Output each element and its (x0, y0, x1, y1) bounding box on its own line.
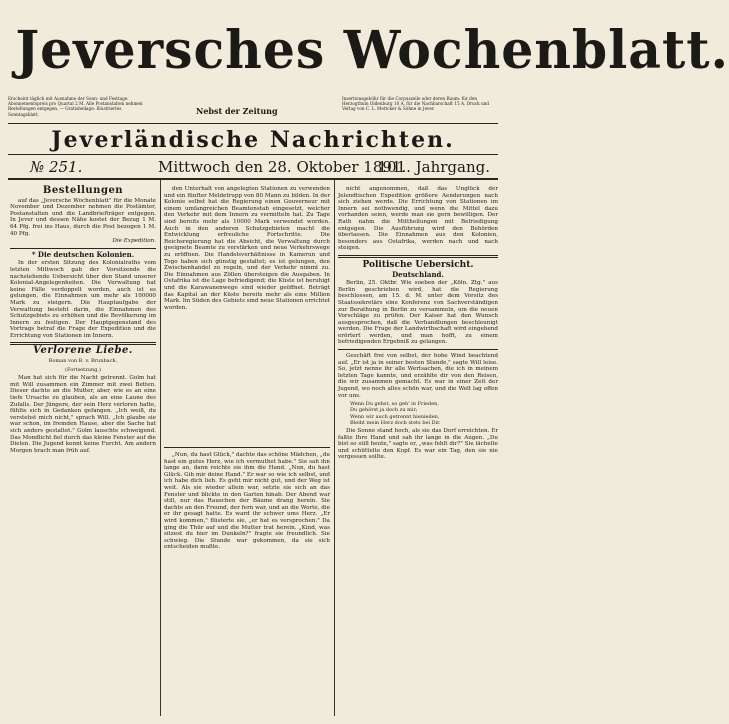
issue-number: № 251. (30, 158, 83, 176)
header-right-notice: Insertionsgebühr für die Corpuszeile oder deren Raum: für den Herzogthum Oldenburg 10 A, für die Nachbarschaft 15 A. Druck und Verlag von C. L. Mettcker & Söhne in Jever. (342, 96, 490, 112)
divider (10, 248, 156, 249)
colonies-heading: * Die deutschen Kolonien. (31, 249, 135, 259)
rule-top (8, 123, 498, 124)
novel-text: Man hat sich für die Nacht getrennt. Golm hat mit Will zusammen ein Zimmer mit zwei Betten. Dieser dachte an die Mutter, aber, wie es an eine tiefe Ursache zu glauben, als an eine Laune des Zufalls. Der Jüngere, der sein Herz verloren hatte, fühlte sich in Gedanken gefangen. „Ich weiß, du verstehst mich nicht," sprach Will. „Ich glaube sie war schon, im fremden Hause, aber die Sache hat sich anders gestaltet." Golm lauschte schweigend. Das Mondlicht fiel durch das kleine Fenster auf die Dielen. Die Jugend kennt keine Furcht. Am andern Morgen brach man früh auf. (10, 375, 156, 454)
politics-heading: Politische Uebersicht. (362, 259, 474, 270)
colonies-text: In der ersten Sitzung des Kolonialraths vom letzten Mittwoch gab der Vorsitzende die nachstehende Uebersicht über den Stand unserer Kolonial-Angelegenheiten. Die Verwaltung hat keine Fälle verdoppelt worden, auch ist es gelungen, die Einnahmen um mehr als 100000 Mark zu steigern. Die Hauptaufgabe der Verwaltung besteht darin, die Einnahmen des Schutzgebiets zu erhöhen und die Bevölkerung im Innern zu festigen. Der Hauptgegenstand des Vortrags betraf die Frage der Expedition und die Errichtung von Stationen im Innern. (10, 260, 156, 339)
divider-double (338, 255, 498, 258)
novel-continuation: (Fortsetzung.) (65, 366, 101, 373)
column-divider-2 (334, 180, 335, 716)
issue-year: 101. Jahrgang. (377, 158, 490, 176)
column-2-top (164, 186, 330, 444)
subscription-box-text: auf das „Jeversche Wochenblatt" für die Monate November und Dezember nehmen die Postämter, Postanstalten und die Landbriefträger entgegen. In Jever und dessen Nähe kostet der Bezug 1 M. 64 Pfg. frei ins Haus, durch die Post bezogen 1 M. 40 Pfg. (10, 197, 156, 237)
column-divider-1 (160, 180, 161, 716)
col2-feuilleton-rule (164, 447, 330, 448)
poem: Wenn Du gehst, so geh' in Frieden, Du gehörst ja doch zu mir; Wenn wir auch getrennt hienieden, Bleibt mein Herz doch stets bei Dir. (350, 401, 441, 426)
politics-subheading: Deutschland. (392, 269, 444, 279)
col2-feuilleton-text: „Nun, du hast Glück," dachte das schöne Mädchen, „du hast ein gutes Herz, wie ich vermuthet habe." Sie sah ihn lange an, dann reichte sie ihm die Hand. „Nun, du hast Glück. Gib mir deine Hand." Er war so wie ich selbst, und ich habe dich lieb. Es geht mir nicht gut, und der Weg ist weit. Als sie wieder allein war, setzte sie sich an das Fenster und blickte in den Garten hinab. Der Abend war still, nur das Rauschen der Bäume drang herein. Sie dachte an den Freund, der fern war, und an die Worte, die er ihr gesagt hatte. Es ward ihr schwer ums Herz. „Er wird kommen," flüsterte sie, „er hat es versprochen." Da ging die Thür auf und die Mutter trat herein. „Kind, was sitzest du hier im Dunkeln?" fragte sie freundlich. Sie schwieg. Die Stunde war gekommen, da sie sich entscheiden mußte. (164, 452, 331, 551)
dateline (8, 156, 498, 178)
subscription-box-title: Bestellungen (42, 185, 124, 196)
col3-feuilleton-text: Geschäft frei von selbst, der hohe Wind beachtend auf. „Er ist ja in seiner besten Stunde," sagte Will leise. So, jetzt nenne ihr alle Wertsachen, die ich in meinem letzten Tage kannte, und erzählte dir von den Reisen, die wir zusammen gemacht. Es war in einer Zeit der Jugend, wo noch alles schön war, und die Welt lag offen vor uns. (338, 353, 498, 399)
col3-feuilleton-text-2: Die Sonne stand hoch, als sie das Dorf erreichten. Er faßte Ihre Hand und sah ihr lange in die Augen. „Du bist so still heute," sagte er, „was fehlt dir?" Sie lächelte und schüttelte den Kopf. Es war ein Tag, den sie nie vergessen sollte. (338, 428, 498, 461)
issue-date: Mittwoch den 28. Oktober 1891. (158, 158, 407, 176)
header-info-row (8, 96, 498, 122)
header-left-notice: Erscheint täglich mit Ausnahme der Sonn- und Festtage. Abonnementspreis pro Quartal 2 M. Alle Postanstalten nehmen Bestellungen entgegen. — Gratisbeilage: Illustriertes Sonntagsblatt. (8, 96, 143, 117)
novel-title: Verlorene Liebe. (33, 345, 133, 357)
divider (338, 349, 498, 350)
subtitle: Jeverländische Nachrichten. (51, 127, 455, 153)
masthead-title: Jeversches Wochenblatt. (15, 20, 729, 81)
column-2-bottom (164, 452, 330, 714)
column-1 (10, 186, 156, 714)
column-3 (338, 186, 498, 714)
header-mid-note: Nebst der Zeitung (196, 106, 278, 116)
col3-article-text: nicht angenommen, daß das Unglück der Jelendtischen Expedition größere Aenderungen nach sich ziehen werde. Die Errichtung von Stationen im Innern sei nothwendig, und wenn die Mittel dazu vorhanden seien, werde man sie gern bewilligen. Der Rath nahm die Mittheilungen mit Befriedigung entgegen. Die Ausführung wird den Behörden überlassen. Die Einnahmen aus den Kolonien, besonders aus Ostafrika, werden nach und nach steigen. (338, 186, 498, 252)
novel-byline: Roman von B. v. Brunbach. (48, 358, 118, 365)
politics-text: Berlin, 25. Oktbr. Wie soeben der „Köln. Ztg." aus Berlin geschrieben wird, hat die Regierung beschlossen, am 15. d. M. unter dem Vorsitz des Staatssekretärs eine Konferenz von Sachverständigen zur Berathung in Berlin zu versammeln, um die neuen Vorschläge zu prüfen. Der Kaiser hat den Wunsch ausgesprochen, daß die Verhandlungen beschleunigt werden. Die Frage der Landwirthschaft wird eingehend erörtert werden, und man hofft, zu einem befriedigenden Ergebniß zu gelangen. (338, 280, 498, 346)
rule-under-subtitle (8, 154, 498, 155)
subscription-box-signature: Die Expedition. (112, 238, 156, 245)
rule-under-dateline (8, 178, 498, 180)
col2-article-text: den Unterhalt von angelegten Stationen zu verwenden und ein fünfter Meldetrupp von 80 Mann zu bilden. In der Kolonie selbst hat die Regierung einen Gouverneur mit einem umfangreichen Beamtenstab eingesetzt, welcher den Verkehr mit dem Innern zu vermitteln hat. Zu Tage sind bereits mehr als 10000 Mark verwendet worden. Auch in den anderen Schutzgebieten macht die Entwicklung erfreuliche Fortschritte. Die Reichsregierung hat die Absicht, die Verwaltung durch geeignete Beamte zu verstärken und neue Verkehrswege zu eröffnen. Die Handelsverhältnisse in Kamerun und Togo haben sich günstig gestaltet; es ist gelungen, den Zwischenhandel zu regeln, und der Verkehr nimmt zu. Die Einnahmen aus Zöllen übersteigen die Ausgaben. In Ostafrika ist die Lage befriedigend; die Küste ist beruhigt und die Karawanenwege sind wieder geöffnet. Beträgt das Kapital an der Küste bereits mehr als eine Million Mark. Im Süden des Gebiets sind neue Stationen errichtet worden. (164, 186, 330, 311)
